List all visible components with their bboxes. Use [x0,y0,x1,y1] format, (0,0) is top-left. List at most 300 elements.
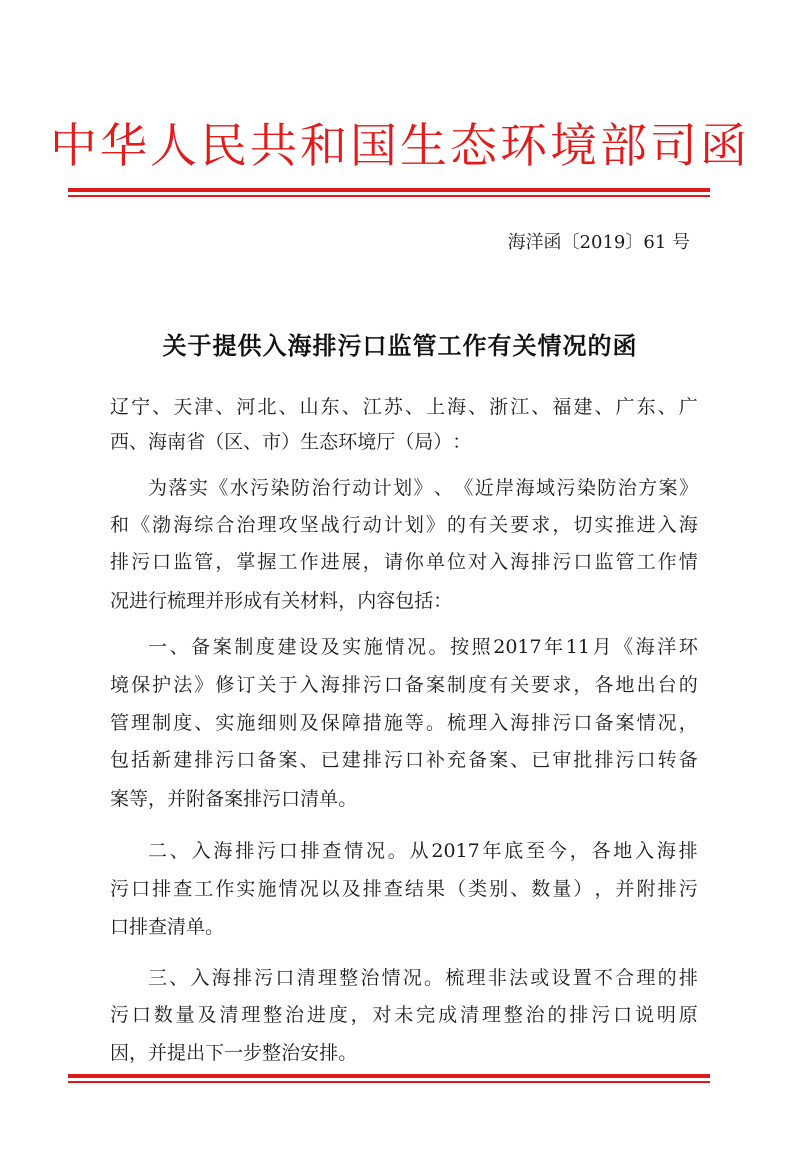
body-char: 结 [404,878,424,900]
body-char: 等 [129,788,149,810]
body-char: 治 [525,1004,545,1026]
body-char: 况 [406,636,426,658]
body-char: 原 [678,1004,698,1026]
body-char: 、 [510,878,530,900]
body-char: 管 [615,551,635,573]
body-char: 治 [285,1004,305,1026]
body-char: 入 [489,551,509,573]
body-char: 保 [131,674,151,696]
body-char: 《 [131,514,151,536]
body-char: 备 [257,749,277,771]
body-line [110,547,698,577]
body-char: （ [447,878,467,900]
body-char: 洋 [657,636,677,658]
body-char: 监 [173,551,193,573]
body-char: 提 [167,1042,187,1064]
body-char: 及 [197,1004,217,1026]
body-char: 请 [383,551,403,573]
body-char: 海 [173,514,193,536]
body-char: 生 [300,431,320,453]
body-char: 海 [447,396,467,418]
body-char: 量 [552,878,572,900]
body-char: 备 [191,636,211,658]
body-char: 理 [636,967,656,989]
body-char: 充 [447,749,467,771]
body-char: 境 [357,431,377,453]
body-char: 料 [319,590,339,612]
body-char: 划 [393,477,413,499]
body-char: 水 [229,477,249,499]
body-char: ， [129,1042,149,1064]
body-char: 、 [299,749,319,771]
body-char: 关 [489,514,509,536]
body-char: 排 [152,878,172,900]
body-char: 广 [678,396,698,418]
body-char: 月 [592,636,612,658]
body-char: 津 [194,396,214,418]
body-char: 、 [531,396,551,418]
body-char: 对 [468,551,488,573]
body-char: ， [148,788,168,810]
body-char: 综 [194,514,214,536]
body-char: 及 [320,636,340,658]
body-char: 理 [257,514,277,536]
body-char: 情 [678,551,698,573]
body-char: 口 [404,749,424,771]
body-char: 进 [636,514,656,536]
body-line [110,392,698,422]
body-char: 区 [224,431,244,453]
body-char: 各 [594,674,614,696]
body-char: 治 [360,967,380,989]
body-char: 并 [148,1042,168,1064]
body-char: 案 [278,749,298,771]
body-char: 、 [169,840,189,862]
body-char: 有 [262,590,282,612]
body-char: 照 [471,636,491,658]
body-char: 查 [148,916,168,938]
body-char: 制 [447,674,467,696]
body-line [148,632,698,662]
body-char: 别 [489,878,509,900]
body-char: ： [452,431,472,453]
body-char: 、 [169,967,189,989]
body-char: ， [594,878,614,900]
body-char: 年 [482,840,502,862]
body-char: 入 [299,674,319,696]
body-char: 工 [194,878,214,900]
body-char: 说 [635,1004,655,1026]
body-char: 入 [190,967,210,989]
body-char: 建 [277,636,297,658]
letterhead-title: 中华人民共和国生态环境部司函 [50,119,750,174]
body-char: 今 [547,840,567,862]
body-char: 、 [194,712,214,734]
body-char: 、 [404,396,424,418]
body-char: 障 [341,712,361,734]
body-char: 置 [572,967,592,989]
body-char: 环 [338,431,358,453]
body-line [110,745,698,775]
body-char: 天 [173,396,193,418]
body-char: 为 [148,477,168,499]
body-char: 口 [131,878,151,900]
body-char: 排 [319,1042,339,1064]
body-char: 动 [362,514,382,536]
body-char: 污 [110,1004,130,1026]
body-char: 未 [394,1004,414,1026]
body-char: ： [433,590,453,612]
body-char: 入 [489,712,509,734]
body-char: 推 [615,514,635,536]
body-char: 成 [438,1004,458,1026]
body-char: 。 [338,1042,358,1064]
body-char: 括 [131,749,151,771]
body-char: 有 [468,514,488,536]
body-char: 掌 [236,551,256,573]
body-char: 要 [510,514,530,536]
body-char: 法 [173,674,193,696]
body-char: 台 [657,674,677,696]
body-char: 、 [215,396,235,418]
body-char: 或 [530,967,550,989]
body-char: 。 [425,712,445,734]
body-char: 污 [615,749,635,771]
body-char: 制 [152,712,172,734]
body-char: 岸 [495,477,515,499]
body-char: 单 [186,916,206,938]
body-char: 度 [328,1004,348,1026]
body-char: 、 [243,431,263,453]
body-char: ） [281,431,301,453]
body-char: 整 [503,1004,523,1026]
body-char: 理 [131,712,151,734]
body-char: 作 [215,878,235,900]
body-line [110,586,698,616]
body-char: 染 [270,477,290,499]
body-char: 容 [376,590,396,612]
body-char: ， [350,1004,370,1026]
body-char: 环 [678,636,698,658]
body-char: 管 [110,712,130,734]
body-char: 工 [278,551,298,573]
body-char: 单 [319,788,339,810]
body-char: 清 [460,1004,480,1026]
body-char: 作 [299,551,319,573]
body-char: 案 [224,788,244,810]
body-char: 排 [362,749,382,771]
body-char: 求 [531,514,551,536]
body-char: 口 [152,551,172,573]
body-char: 案 [425,674,445,696]
body-char: 计 [383,514,403,536]
body-line [148,836,698,866]
body-char: 则 [278,712,298,734]
body-char: 染 [576,477,596,499]
body-char: 内 [357,590,377,612]
body-char: 年 [544,636,564,658]
body-line [110,784,698,814]
body-char: 入 [657,514,677,536]
body-char: 污 [215,749,235,771]
body-char: 、 [341,396,361,418]
body-char: 清 [219,1004,239,1026]
body-char: 。 [205,916,225,938]
body-char: 保 [320,712,340,734]
body-char: 理 [468,712,488,734]
body-char: 的 [678,674,698,696]
body-char: 落 [168,477,188,499]
body-char: 况 [657,712,677,734]
body-char: 污 [131,551,151,573]
body-char: 口 [636,749,656,771]
body-char: 施 [363,636,383,658]
body-char: 态 [319,431,339,453]
body-char: 近 [474,477,494,499]
body-char: 动 [352,477,372,499]
body-char: 展 [341,551,361,573]
body-char: 排 [300,840,320,862]
body-char: 、 [129,431,149,453]
body-char: 口 [131,1004,151,1026]
body-char: 数 [153,1004,173,1026]
body-char: 理 [481,1004,501,1026]
body-char: 方 [638,477,658,499]
body-char: 二 [148,840,168,862]
body-char: 新 [152,749,172,771]
body-char: 海 [515,477,535,499]
body-char: 备 [404,674,424,696]
body-char: 理 [241,1004,261,1026]
body-char: 备 [468,749,488,771]
body-char: 市 [262,431,282,453]
body-char: 已 [531,749,551,771]
body-char: 下 [205,1042,225,1064]
body-char: 成 [243,590,263,612]
body-char: 污 [591,1004,611,1026]
body-char: 、 [278,396,298,418]
body-char: 步 [243,1042,263,1064]
body-char: 进 [320,551,340,573]
body-char: 底 [504,840,524,862]
body-char: 海 [213,840,233,862]
body-char: 《 [614,636,634,658]
body-char: 南 [167,431,187,453]
body-char: 。 [424,967,444,989]
body-char: 安 [300,1042,320,1064]
body-char: 排 [110,551,130,573]
body-char: 西 [110,431,130,453]
body-char: 关 [281,590,301,612]
body-char: 海 [148,431,168,453]
body-char: 关 [257,674,277,696]
body-char: 排 [569,1004,589,1026]
body-char: 污 [262,788,282,810]
body-char: 备 [205,788,225,810]
body-char: 福 [552,396,572,418]
body-char: 实 [236,878,256,900]
body-char: 度 [255,636,275,658]
body-char: 设 [299,636,319,658]
body-char: 于 [278,674,298,696]
body-char: 对 [372,1004,392,1026]
body-char: 入 [191,840,211,862]
body-char: 要 [531,674,551,696]
body-char: 作 [657,551,677,573]
body-char: 度 [468,674,488,696]
body-char: 查 [322,840,342,862]
body-char: 治 [617,477,637,499]
body-char: 江 [510,396,530,418]
body-char: （ [395,431,415,453]
body-char: 污 [552,551,572,573]
body-char: 并 [615,878,635,900]
body-char: 口 [281,788,301,810]
body-char: 战 [320,514,340,536]
body-line [110,670,698,700]
body-char: 监 [594,551,614,573]
body-char: 河 [236,396,256,418]
body-char: 山 [299,396,319,418]
body-char: 排 [678,967,698,989]
body-char: 划 [404,514,424,536]
body-char: 附 [186,788,206,810]
body-char: 量 [175,1004,195,1026]
body-char: 口 [110,916,130,938]
body-char: 进 [129,590,149,612]
body-char: 数 [531,878,551,900]
body-char: 实 [188,477,208,499]
body-char: 境 [110,674,130,696]
body-char: 渤 [152,514,172,536]
body-char: 整 [263,1004,283,1026]
body-char: 排 [232,967,252,989]
body-char: 海 [656,840,676,862]
body-char: 补 [425,749,445,771]
body-char: 污 [362,674,382,696]
body-char: 行 [341,514,361,536]
body-char: 排 [362,878,382,900]
body-char: 治 [311,477,331,499]
body-char: 排 [235,840,255,862]
body-char: 清 [296,967,316,989]
body-char: 排 [341,674,361,696]
body-char: 制 [234,636,254,658]
body-char: 情 [385,636,405,658]
body-char: 一 [224,1042,244,1064]
body-char: 查 [173,878,193,900]
body-char: 口 [613,1004,633,1026]
body-char: 、 [594,396,614,418]
body-char: 有 [489,674,509,696]
body-char: 出 [636,674,656,696]
body-char: 上 [425,396,445,418]
body-char: 口 [236,749,256,771]
body-char: 案 [110,788,130,810]
body-char: 附 [636,878,656,900]
letterhead-rule-thick [68,188,710,192]
body-char: 案 [212,636,232,658]
body-char: 治 [281,1042,301,1064]
body-char: 查 [383,878,403,900]
body-char: 位 [447,551,467,573]
body-char: 包 [110,749,130,771]
body-char: 求 [552,674,572,696]
body-char: 施 [257,878,277,900]
body-char: 握 [257,551,277,573]
body-char: 行 [148,590,168,612]
body-char: 材 [300,590,320,612]
body-char: 整 [262,1042,282,1064]
body-char: 情 [278,878,298,900]
body-char: 措 [362,712,382,734]
body-char: 的 [657,967,677,989]
body-char: 治 [236,514,256,536]
body-char: 排 [129,916,149,938]
body-char: 海 [678,514,698,536]
body-char: 备 [678,749,698,771]
body-char: 以 [320,878,340,900]
body-char: 《 [454,477,474,499]
body-char: 排 [194,749,214,771]
body-char: 工 [636,551,656,573]
body-char: 11 [565,636,590,658]
body-char: 细 [257,712,277,734]
body-char: 及 [341,878,361,900]
body-char: 污 [678,878,698,900]
body-char: 度 [173,712,193,734]
body-line [110,912,698,942]
body-line [148,963,698,993]
body-char: 清 [300,788,320,810]
body-char: 局 [414,431,434,453]
body-char: 江 [362,396,382,418]
body-char: 理 [186,590,206,612]
body-char: 排 [678,840,698,862]
body-char: 各 [591,840,611,862]
body-char: 合 [215,514,235,536]
body-char: 明 [656,1004,676,1026]
body-char: 、 [468,396,488,418]
body-char: 及 [299,712,319,734]
body-char: 污 [254,967,274,989]
body-char: 并 [205,590,225,612]
body-line [110,708,698,738]
body-char: 海 [510,551,530,573]
body-char: 口 [573,551,593,573]
body-char: 从 [409,840,429,862]
body-char: 修 [215,674,235,696]
body-char: 并 [167,788,187,810]
body-char: 污 [256,840,276,862]
document-title: 关于提供入海排污口监管工作有关情况的函 [162,331,638,360]
body-char: 已 [320,749,340,771]
body-char: 因 [110,1042,130,1064]
body-char: 完 [416,1004,436,1026]
body-char: 。 [338,788,358,810]
body-char: 污 [110,878,130,900]
body-char: 入 [635,840,655,862]
body-char: 海 [320,674,340,696]
body-char: 。 [428,636,448,658]
body-char: 建 [573,396,593,418]
body-char: ， [678,712,698,734]
body-char: ， [573,674,593,696]
body-char: 防 [290,477,310,499]
body-char: 、 [169,636,189,658]
letterhead-rule-thin [68,195,710,197]
body-char: 《 [209,477,229,499]
